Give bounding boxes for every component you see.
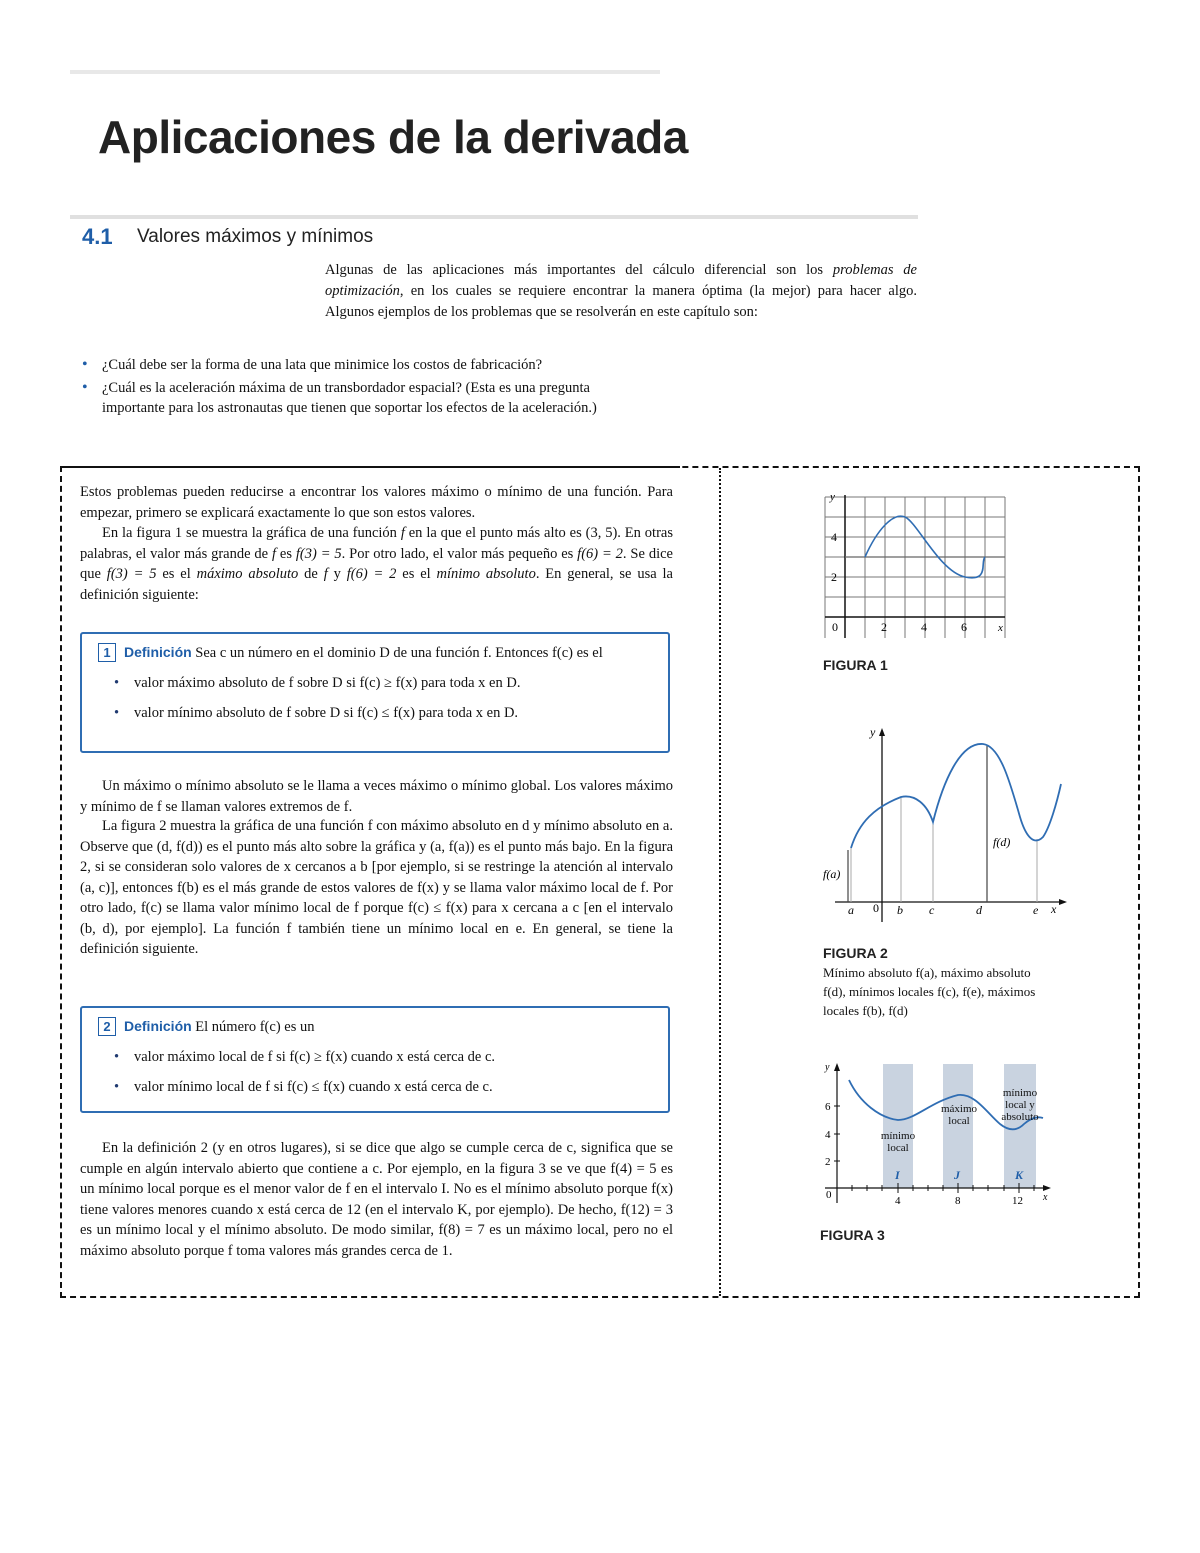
fig1-x-label: x — [998, 622, 1003, 634]
fig3-xtick-label: 8 — [955, 1195, 961, 1207]
fig1-xtick: 4 — [921, 620, 927, 634]
fig2-point-d: d — [976, 903, 982, 917]
fig3-xtick-label: 12 — [1012, 1195, 1023, 1207]
frame-top-rule — [60, 466, 680, 468]
question-item: • ¿Cuál es la aceleración máxima de un transbordador espacial? (Esta es una pregunta importante para los astronautas que tienen que soportar los efectos de la aceleración.) — [80, 378, 650, 418]
figure-2-caption: Mínimo absoluto f(a), máximo absoluto f(d), mínimos locales f(c), f(e), máximos locales f(b), f(d) — [823, 965, 1036, 1018]
fig3-y-arrow — [834, 1063, 840, 1071]
fig2-fd-label: f(d) — [993, 835, 1011, 849]
fig1-xtick: 6 — [961, 620, 967, 634]
fig2-x-label: x — [1051, 902, 1057, 916]
paragraph-5: En la definición 2 (y en otros lugares), si se dice que algo se cumple cerca de c, significa que se cumple en algún intervalo abierto que contiene a c. Por ejemplo, en la figura 3 se ve que f(4) = 5 es un mínimo local porque es el menor valor de f en el intervalo I. No es el mínimo absoluto porque f(x) tiene valores menores cuando x está cerca de 12 (en el intervalo K, por ejemplo). De hecho, f(12) = 3 es un mínimo local y el mínimo absoluto. De modo similar, f(8) = 7 es un máximo local, pero no el máximo absoluto porque f toma valores más grandes cerca de 1. — [80, 1140, 673, 1259]
fig2-y-label: y — [870, 725, 876, 739]
fig2-fa-label: f(a) — [823, 867, 841, 881]
definition-1-item: • valor mínimo absoluto de f sobre D si f(c) ≤ f(x) para toda x en D. — [114, 703, 654, 723]
question-item: • ¿Cuál debe ser la forma de una lata que minimice los costos de fabricación? — [80, 355, 650, 375]
intro-paragraph: Algunas de las aplicaciones más importantes del cálculo diferencial son los problemas de optimización, en los cuales se requiere encontrar la manera óptima (la mejor) para hacer algo. Algunos ejemplos de los problemas que se resolverán en este capítulo son: — [325, 262, 917, 320]
fig2-point-b: b — [897, 903, 903, 917]
fig3-ann-min-local: mínimo local — [880, 1130, 916, 1154]
fig2-y-arrow — [879, 728, 885, 736]
figure-1-label: FIGURA 1 — [823, 657, 888, 673]
definition-1-box — [80, 632, 670, 753]
fig3-interval-K: K — [1015, 1168, 1024, 1182]
fig3-ytick-label: 4 — [825, 1129, 831, 1141]
definition-2-lead: El número f(c) es un — [195, 1019, 315, 1035]
definition-2-box — [80, 1006, 670, 1113]
fig1-ytick: 4 — [831, 530, 837, 544]
fig2-point-c: c — [929, 903, 935, 917]
fig3-ytick-label: 2 — [825, 1156, 831, 1168]
figure-2-label: FIGURA 2 — [823, 945, 888, 961]
figure-3-label: FIGURA 3 — [820, 1227, 885, 1243]
question-list — [80, 355, 650, 421]
fig1-y-label: y — [830, 491, 835, 503]
figure-3 — [815, 1058, 1055, 1213]
definition-2-title: Definición — [124, 1018, 192, 1034]
paragraph-1: Estos problemas pueden reducirse a encontrar los valores máximo o mínimo de una función. Para empezar, primero se explicará exactamente lo que son estos valores. — [80, 484, 673, 521]
fig2-x-arrow — [1059, 899, 1067, 905]
definition-2-item: • valor mínimo local de f si f(c) ≤ f(x) cuando x está cerca de c. — [114, 1077, 654, 1097]
paragraph-3: Un máximo o mínimo absoluto se le llama a veces máximo o mínimo global. Los valores máximo y mínimo de f se llaman valores extremos de f. — [80, 778, 673, 815]
definition-1-lead: Sea c un número en el dominio D de una función f. Entonces f(c) es el — [195, 645, 603, 661]
fig3-xtick-label: 4 — [895, 1195, 901, 1207]
column-divider — [719, 468, 721, 1296]
fig3-y-label: y — [825, 1062, 830, 1073]
definition-1-number: 1 — [98, 643, 116, 662]
paragraph-2: En la figura 1 se muestra la gráfica de una función f en la que el punto más alto es (3, 5). En otras palabras, el valor más grande de f es f(3) = 5. Por otro lado, el valor más pequeño es f(6) = 2. Se dice que f(3) = 5 es el máximo absoluto de f y f(6) = 2 es el mínimo absoluto. En general, se usa la definición siguiente: — [80, 525, 673, 603]
fig1-ytick: 2 — [831, 570, 837, 584]
chapter-title: Aplicaciones de la derivada — [98, 111, 688, 163]
fig1-xtick: 0 — [832, 620, 838, 634]
fig3-ann-max-local: máximo local — [940, 1103, 978, 1127]
definition-1-item: • valor máximo absoluto de f sobre D si f(c) ≥ f(x) para toda x en D. — [114, 673, 654, 693]
definition-1-title: Definición — [124, 644, 192, 660]
fig2-point-a: a — [848, 903, 854, 917]
fig1-xtick: 2 — [881, 620, 887, 634]
definition-2-number: 2 — [98, 1017, 116, 1036]
definition-2-item: • valor máximo local de f si f(c) ≥ f(x) cuando x está cerca de c. — [114, 1047, 654, 1067]
fig2-point-e: e — [1033, 903, 1039, 917]
section-number: 4.1 — [82, 224, 113, 249]
fig3-xtick-label: 0 — [826, 1189, 832, 1201]
fig2-point-0: 0 — [873, 901, 879, 915]
fig3-interval-I: I — [895, 1168, 900, 1182]
fig3-interval-J: J — [954, 1168, 960, 1182]
section-title: Valores máximos y mínimos — [137, 226, 374, 247]
figure-1 — [815, 490, 1015, 640]
paragraph-4: La figura 2 muestra la gráfica de una función f con máximo absoluto en d y mínimo absoluto en a. Observe que (d, f(d)) es el punto más alto sobre la gráfica y (a, f(a)) es el punto más bajo. En la figura 2, si se consideran solo valores de x cercanos a b [por ejemplo, si se restringe la atención al intervalo (a, c)], entonces f(b) es el más grande de estos valores de f(x) y se llama valor máximo local de f. Por otro lado, f(c) se llama valor mínimo local de f porque f(c) ≤ f(x) para x cercana a c [en el intervalo (b, d), por ejemplo]. La función f también tiene un mínimo local en e. En general, se tiene la definición siguiente. — [80, 818, 673, 957]
fig3-x-label: x — [1043, 1192, 1048, 1203]
fig3-ytick-label: 6 — [825, 1101, 831, 1113]
figure-2 — [815, 722, 1070, 922]
fig3-x-arrow — [1043, 1185, 1051, 1191]
top-rule — [70, 70, 660, 74]
fig3-ann-min-abs: mínimo local y absoluto — [1001, 1087, 1039, 1123]
section-rule — [70, 215, 918, 219]
